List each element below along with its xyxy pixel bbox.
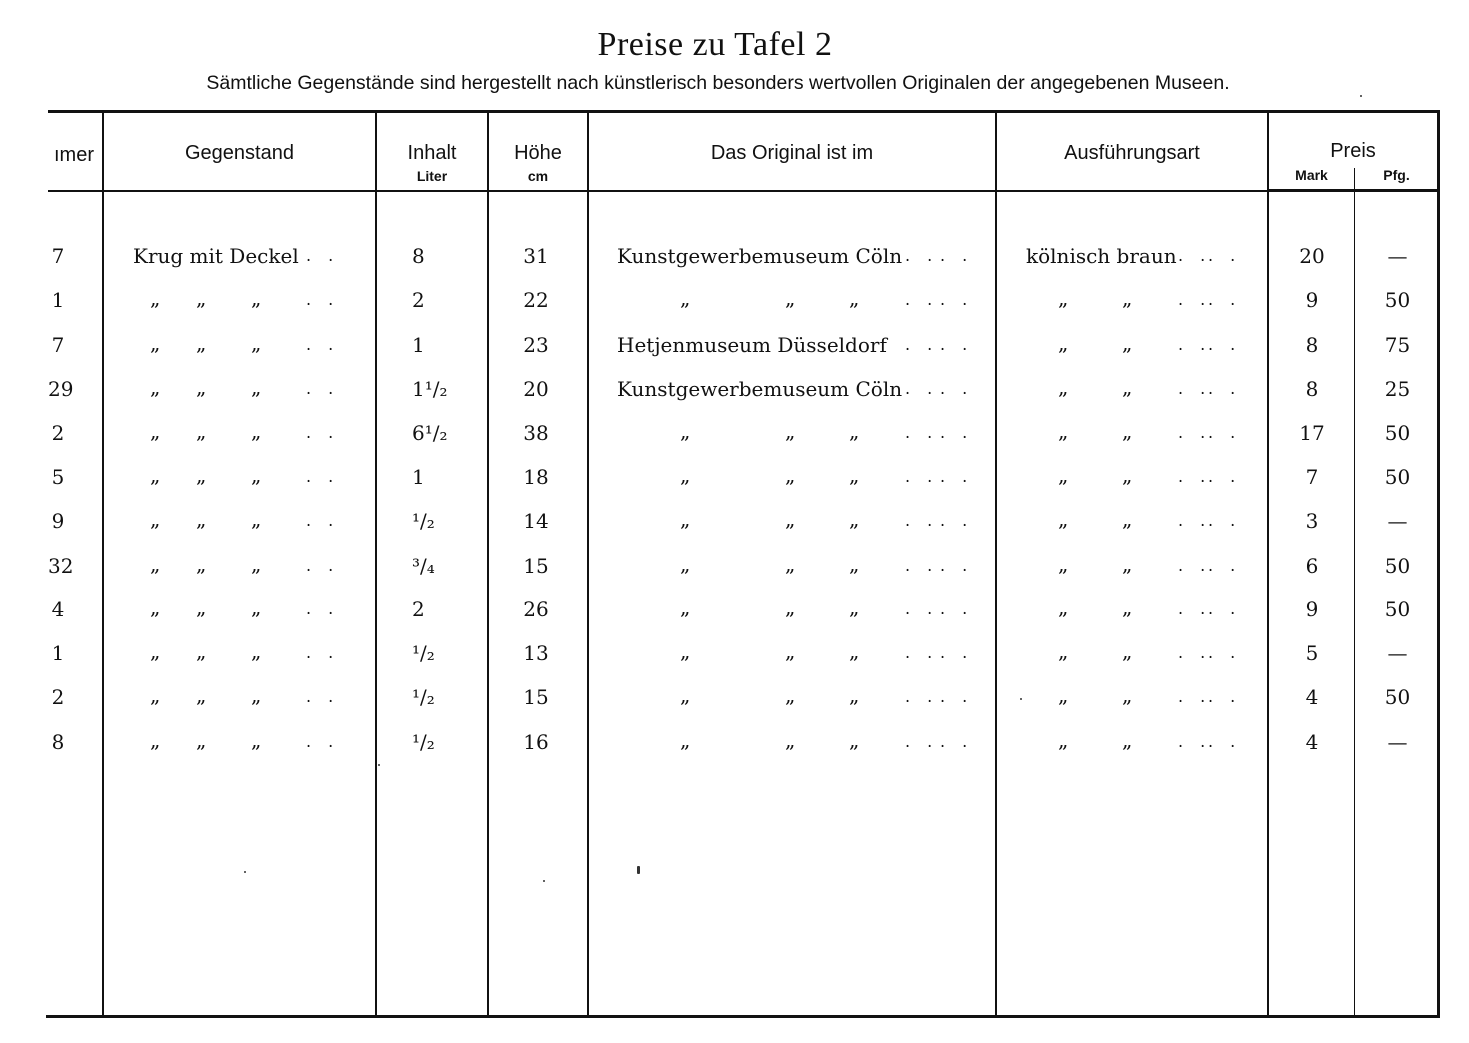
row-gegenstand: Krug mit Deckel — [133, 244, 299, 268]
row-original-leader: . . — [940, 246, 974, 265]
row-mark: 8 — [1305, 333, 1319, 357]
header-nummer: ımer — [54, 144, 94, 166]
row-ausfuehrung-ditto: „ — [1122, 507, 1133, 531]
row-original-leader: . . — [905, 423, 939, 442]
row-ausfuehrung-ditto: „ — [1058, 419, 1069, 443]
col-divider-6 — [1267, 112, 1269, 1016]
col-divider-5 — [995, 112, 997, 1016]
row-ausfuehrung-leader: . . — [1208, 423, 1242, 442]
row-original-ditto: „ — [849, 639, 860, 663]
row-original-leader: . . — [905, 556, 939, 575]
header-inhalt-unit: Liter — [416, 168, 448, 184]
row-gegenstand-leader: . . — [306, 556, 340, 575]
row-gegenstand-ditto: „ — [196, 331, 207, 355]
row-pfg: — — [1387, 641, 1408, 665]
row-ausfuehrung-leader: . . — [1208, 556, 1242, 575]
row-gegenstand-ditto: „ — [150, 552, 161, 576]
row-original-ditto: „ — [785, 595, 796, 619]
row-ausfuehrung-leader: . . — [1208, 643, 1242, 662]
row-nummer: 4 — [51, 597, 65, 621]
row-original-ditto: „ — [680, 552, 691, 576]
row-gegenstand-ditto: „ — [196, 639, 207, 663]
row-pfg: — — [1387, 730, 1408, 754]
row-original-ditto: „ — [680, 463, 691, 487]
row-original: Kunstgewerbemuseum Cöln — [617, 377, 903, 401]
row-pfg: 50 — [1384, 554, 1411, 578]
row-ausfuehrung-leader: . . — [1178, 379, 1212, 398]
row-mark: 3 — [1305, 509, 1319, 533]
row-original-leader: . . — [905, 379, 939, 398]
row-gegenstand-ditto: „ — [150, 419, 161, 443]
row-original-ditto: „ — [680, 683, 691, 707]
row-inhalt: ¹/₂ — [412, 730, 435, 754]
row-gegenstand-leader: . . — [306, 423, 340, 442]
row-inhalt: 2 — [412, 288, 425, 312]
row-pfg: — — [1387, 509, 1408, 533]
row-original-ditto: „ — [849, 507, 860, 531]
row-gegenstand-ditto: „ — [196, 728, 207, 752]
row-ausfuehrung-leader: . . — [1208, 467, 1242, 486]
row-gegenstand-leader: . . — [306, 379, 340, 398]
preis-sub-underline — [1269, 189, 1437, 190]
header-bottom-border — [48, 190, 1438, 192]
row-mark: 9 — [1305, 597, 1319, 621]
row-gegenstand-ditto: „ — [251, 419, 262, 443]
row-original-ditto: „ — [785, 683, 796, 707]
row-ausfuehrung-ditto: „ — [1122, 419, 1133, 443]
row-gegenstand-ditto: „ — [196, 552, 207, 576]
row-ausfuehrung-leader: . . — [1178, 246, 1212, 265]
row-original-leader: . . — [940, 556, 974, 575]
row-original-leader: . . — [905, 290, 939, 309]
row-ausfuehrung-ditto: „ — [1058, 331, 1069, 355]
row-gegenstand-leader: . . — [306, 290, 340, 309]
row-hoehe: 18 — [523, 465, 549, 489]
row-original-leader: . . — [940, 423, 974, 442]
row-hoehe: 38 — [523, 421, 549, 445]
row-ausfuehrung-leader: . . — [1208, 732, 1242, 751]
row-ausfuehrung-leader: . . — [1178, 423, 1212, 442]
row-ausfuehrung-leader: . . — [1178, 511, 1212, 530]
row-ausfuehrung-leader: . . — [1208, 246, 1242, 265]
row-hoehe: 26 — [523, 597, 549, 621]
row-mark: 4 — [1305, 685, 1319, 709]
row-gegenstand-ditto: „ — [150, 375, 161, 399]
row-original-ditto: „ — [680, 419, 691, 443]
row-inhalt: ¹/₂ — [412, 685, 435, 709]
header-gegenstand: Gegenstand — [185, 142, 294, 164]
scan-speck — [1020, 698, 1022, 700]
row-original-leader: . . — [940, 599, 974, 618]
row-nummer: 2 — [51, 421, 65, 445]
header-original: Das Original ist im — [710, 142, 874, 164]
row-ausfuehrung-ditto: „ — [1058, 463, 1069, 487]
row-gegenstand-ditto: „ — [196, 419, 207, 443]
row-mark: 20 — [1299, 244, 1325, 268]
row-gegenstand-leader: . . — [306, 732, 340, 751]
row-ausfuehrung-ditto: „ — [1058, 728, 1069, 752]
row-gegenstand-ditto: „ — [150, 595, 161, 619]
row-nummer: 32 — [48, 554, 74, 578]
row-ausfuehrung-ditto: „ — [1058, 286, 1069, 310]
row-inhalt: 1 — [412, 333, 425, 357]
row-gegenstand-ditto: „ — [150, 463, 161, 487]
row-gegenstand-ditto: „ — [150, 728, 161, 752]
row-gegenstand-ditto: „ — [251, 595, 262, 619]
row-original-leader: . . — [940, 290, 974, 309]
row-ausfuehrung-leader: . . — [1178, 335, 1212, 354]
row-nummer: 1 — [51, 288, 65, 312]
row-ausfuehrung-leader: . . — [1208, 687, 1242, 706]
row-inhalt: 1¹/₂ — [412, 377, 448, 401]
row-original-ditto: „ — [785, 639, 796, 663]
row-nummer: 1 — [51, 641, 65, 665]
scan-speck — [1360, 95, 1362, 97]
row-ausfuehrung: kölnisch braun — [1026, 244, 1177, 268]
row-ausfuehrung-ditto: „ — [1122, 463, 1133, 487]
row-mark: 7 — [1305, 465, 1319, 489]
row-ausfuehrung-ditto: „ — [1122, 331, 1133, 355]
row-original-leader: . . — [905, 335, 939, 354]
row-ausfuehrung-leader: . . — [1178, 467, 1212, 486]
row-ausfuehrung-ditto: „ — [1058, 375, 1069, 399]
row-original-leader: . . — [940, 732, 974, 751]
row-original: Hetjenmuseum Düsseldorf — [617, 333, 887, 357]
row-gegenstand-ditto: „ — [196, 286, 207, 310]
row-ausfuehrung-ditto: „ — [1058, 595, 1069, 619]
row-ausfuehrung-leader: . . — [1208, 599, 1242, 618]
row-nummer: 5 — [51, 465, 65, 489]
col-divider-7 — [1437, 112, 1440, 1016]
row-original-ditto: „ — [680, 507, 691, 531]
header-mark: Mark — [1295, 167, 1328, 183]
preis-split-line — [1354, 168, 1355, 190]
row-ausfuehrung-leader: . . — [1208, 511, 1242, 530]
row-gegenstand-ditto: „ — [150, 507, 161, 531]
row-gegenstand-ditto: „ — [251, 552, 262, 576]
row-gegenstand-ditto: „ — [251, 507, 262, 531]
row-original-leader: . . — [905, 599, 939, 618]
row-original-leader: . . — [905, 511, 939, 530]
row-original-leader: . . — [905, 246, 939, 265]
row-ausfuehrung-ditto: „ — [1122, 375, 1133, 399]
row-nummer: 8 — [51, 730, 65, 754]
row-original-ditto: „ — [680, 639, 691, 663]
row-nummer: 9 — [51, 509, 65, 533]
col-divider-1 — [102, 112, 104, 1016]
row-gegenstand-leader: . . — [306, 467, 340, 486]
page-title: Preise zu Tafel 2 — [597, 26, 833, 63]
row-gegenstand-leader: . . — [306, 599, 340, 618]
row-ausfuehrung-ditto: „ — [1058, 683, 1069, 707]
col-divider-3 — [487, 112, 489, 1016]
row-ausfuehrung-ditto: „ — [1122, 639, 1133, 663]
row-original-ditto: „ — [785, 728, 796, 752]
row-mark: 9 — [1305, 288, 1319, 312]
row-original-ditto: „ — [849, 286, 860, 310]
row-inhalt: 1 — [412, 465, 425, 489]
row-inhalt: ¹/₂ — [412, 509, 435, 533]
row-ausfuehrung-leader: . . — [1178, 732, 1212, 751]
row-original-ditto: „ — [849, 552, 860, 576]
row-ausfuehrung-leader: . . — [1178, 687, 1212, 706]
row-gegenstand-ditto: „ — [251, 639, 262, 663]
row-pfg: 50 — [1384, 685, 1411, 709]
row-pfg: 75 — [1384, 333, 1411, 357]
row-gegenstand-leader: . . — [306, 246, 340, 265]
row-ausfuehrung-leader: . . — [1178, 643, 1212, 662]
row-hoehe: 15 — [523, 685, 549, 709]
row-nummer: 2 — [51, 685, 65, 709]
row-original-ditto: „ — [785, 286, 796, 310]
row-ausfuehrung-leader: . . — [1208, 290, 1242, 309]
row-hoehe: 16 — [523, 730, 549, 754]
table-top-border — [48, 110, 1440, 113]
row-original-ditto: „ — [680, 286, 691, 310]
row-ausfuehrung-ditto: „ — [1058, 639, 1069, 663]
row-original-ditto: „ — [849, 463, 860, 487]
row-inhalt: 2 — [412, 597, 425, 621]
row-gegenstand-ditto: „ — [251, 331, 262, 355]
row-gegenstand-ditto: „ — [196, 595, 207, 619]
row-original-leader: . . — [940, 467, 974, 486]
row-gegenstand-ditto: „ — [196, 375, 207, 399]
header-hoehe: Höhe — [514, 142, 562, 164]
row-ausfuehrung-ditto: „ — [1122, 552, 1133, 576]
row-pfg: 50 — [1384, 288, 1411, 312]
col-divider-2 — [375, 112, 377, 1016]
row-inhalt: 6¹/₂ — [412, 421, 448, 445]
row-hoehe: 22 — [523, 288, 549, 312]
row-original-ditto: „ — [785, 507, 796, 531]
row-gegenstand-ditto: „ — [150, 286, 161, 310]
row-mark: 6 — [1305, 554, 1319, 578]
row-gegenstand-ditto: „ — [251, 728, 262, 752]
row-original-leader: . . — [940, 643, 974, 662]
row-mark: 4 — [1305, 730, 1319, 754]
row-gegenstand-leader: . . — [306, 643, 340, 662]
col-divider-4 — [587, 112, 589, 1016]
row-gegenstand-ditto: „ — [251, 375, 262, 399]
scan-speck — [244, 871, 246, 873]
row-original-ditto: „ — [849, 419, 860, 443]
header-pfg: Pfg. — [1383, 167, 1410, 183]
row-pfg: 25 — [1384, 377, 1411, 401]
row-mark: 17 — [1299, 421, 1325, 445]
row-gegenstand-ditto: „ — [150, 331, 161, 355]
row-hoehe: 13 — [523, 641, 549, 665]
row-pfg: 50 — [1384, 421, 1411, 445]
row-gegenstand-ditto: „ — [251, 683, 262, 707]
row-ausfuehrung-ditto: „ — [1122, 286, 1133, 310]
scan-speck — [378, 764, 380, 766]
row-gegenstand-ditto: „ — [150, 683, 161, 707]
row-original-ditto: „ — [680, 595, 691, 619]
row-gegenstand-ditto: „ — [196, 683, 207, 707]
scan-speck — [637, 866, 640, 874]
header-inhalt: Inhalt — [407, 142, 457, 164]
row-ausfuehrung-ditto: „ — [1058, 552, 1069, 576]
row-ausfuehrung-ditto: „ — [1058, 507, 1069, 531]
row-original-leader: . . — [940, 687, 974, 706]
row-pfg: — — [1387, 244, 1408, 268]
row-gegenstand-leader: . . — [306, 335, 340, 354]
header-ausfuehrung: Ausführungsart — [1064, 142, 1200, 164]
row-ausfuehrung-leader: . . — [1208, 379, 1242, 398]
row-nummer: 29 — [48, 377, 74, 401]
row-original-leader: . . — [905, 687, 939, 706]
row-mark: 5 — [1305, 641, 1319, 665]
row-original-ditto: „ — [785, 419, 796, 443]
row-original-leader: . . — [905, 467, 939, 486]
row-original-leader: . . — [905, 643, 939, 662]
row-nummer: 7 — [51, 333, 65, 357]
page-subtitle: Sämtliche Gegenstände sind hergestellt nach künstlerisch besonders wertvollen Originalen der angegebenen Museen. — [206, 72, 1230, 94]
row-pfg: 50 — [1384, 597, 1411, 621]
row-inhalt: 8 — [412, 244, 425, 268]
row-inhalt: ³/₄ — [412, 554, 435, 578]
row-gegenstand-ditto: „ — [251, 463, 262, 487]
row-hoehe: 20 — [523, 377, 549, 401]
scan-speck — [543, 880, 545, 882]
header-hoehe-unit: cm — [527, 168, 549, 184]
header-preis: Preis — [1330, 140, 1376, 162]
row-original-leader: . . — [940, 335, 974, 354]
table-bottom-border — [46, 1015, 1440, 1018]
row-original-leader: . . — [905, 732, 939, 751]
row-hoehe: 23 — [523, 333, 549, 357]
row-gegenstand-ditto: „ — [251, 286, 262, 310]
preis-split-line-lower — [1354, 192, 1355, 1015]
row-pfg: 50 — [1384, 465, 1411, 489]
row-original-ditto: „ — [849, 683, 860, 707]
row-gegenstand-leader: . . — [306, 687, 340, 706]
row-mark: 8 — [1305, 377, 1319, 401]
row-nummer: 7 — [51, 244, 65, 268]
row-ausfuehrung-ditto: „ — [1122, 683, 1133, 707]
row-ausfuehrung-leader: . . — [1208, 335, 1242, 354]
row-original-leader: . . — [940, 379, 974, 398]
row-inhalt: ¹/₂ — [412, 641, 435, 665]
row-hoehe: 31 — [523, 244, 549, 268]
row-original-ditto: „ — [849, 728, 860, 752]
row-hoehe: 15 — [523, 554, 549, 578]
row-ausfuehrung-leader: . . — [1178, 290, 1212, 309]
row-original-ditto: „ — [849, 595, 860, 619]
row-original-ditto: „ — [785, 552, 796, 576]
row-original-ditto: „ — [785, 463, 796, 487]
row-ausfuehrung-ditto: „ — [1122, 728, 1133, 752]
row-hoehe: 14 — [523, 509, 549, 533]
row-original: Kunstgewerbemuseum Cöln — [617, 244, 903, 268]
row-gegenstand-leader: . . — [306, 511, 340, 530]
row-gegenstand-ditto: „ — [196, 507, 207, 531]
row-ausfuehrung-leader: . . — [1178, 599, 1212, 618]
row-gegenstand-ditto: „ — [196, 463, 207, 487]
row-gegenstand-ditto: „ — [150, 639, 161, 663]
row-ausfuehrung-leader: . . — [1178, 556, 1212, 575]
row-original-ditto: „ — [680, 728, 691, 752]
row-ausfuehrung-ditto: „ — [1122, 595, 1133, 619]
row-original-leader: . . — [940, 511, 974, 530]
